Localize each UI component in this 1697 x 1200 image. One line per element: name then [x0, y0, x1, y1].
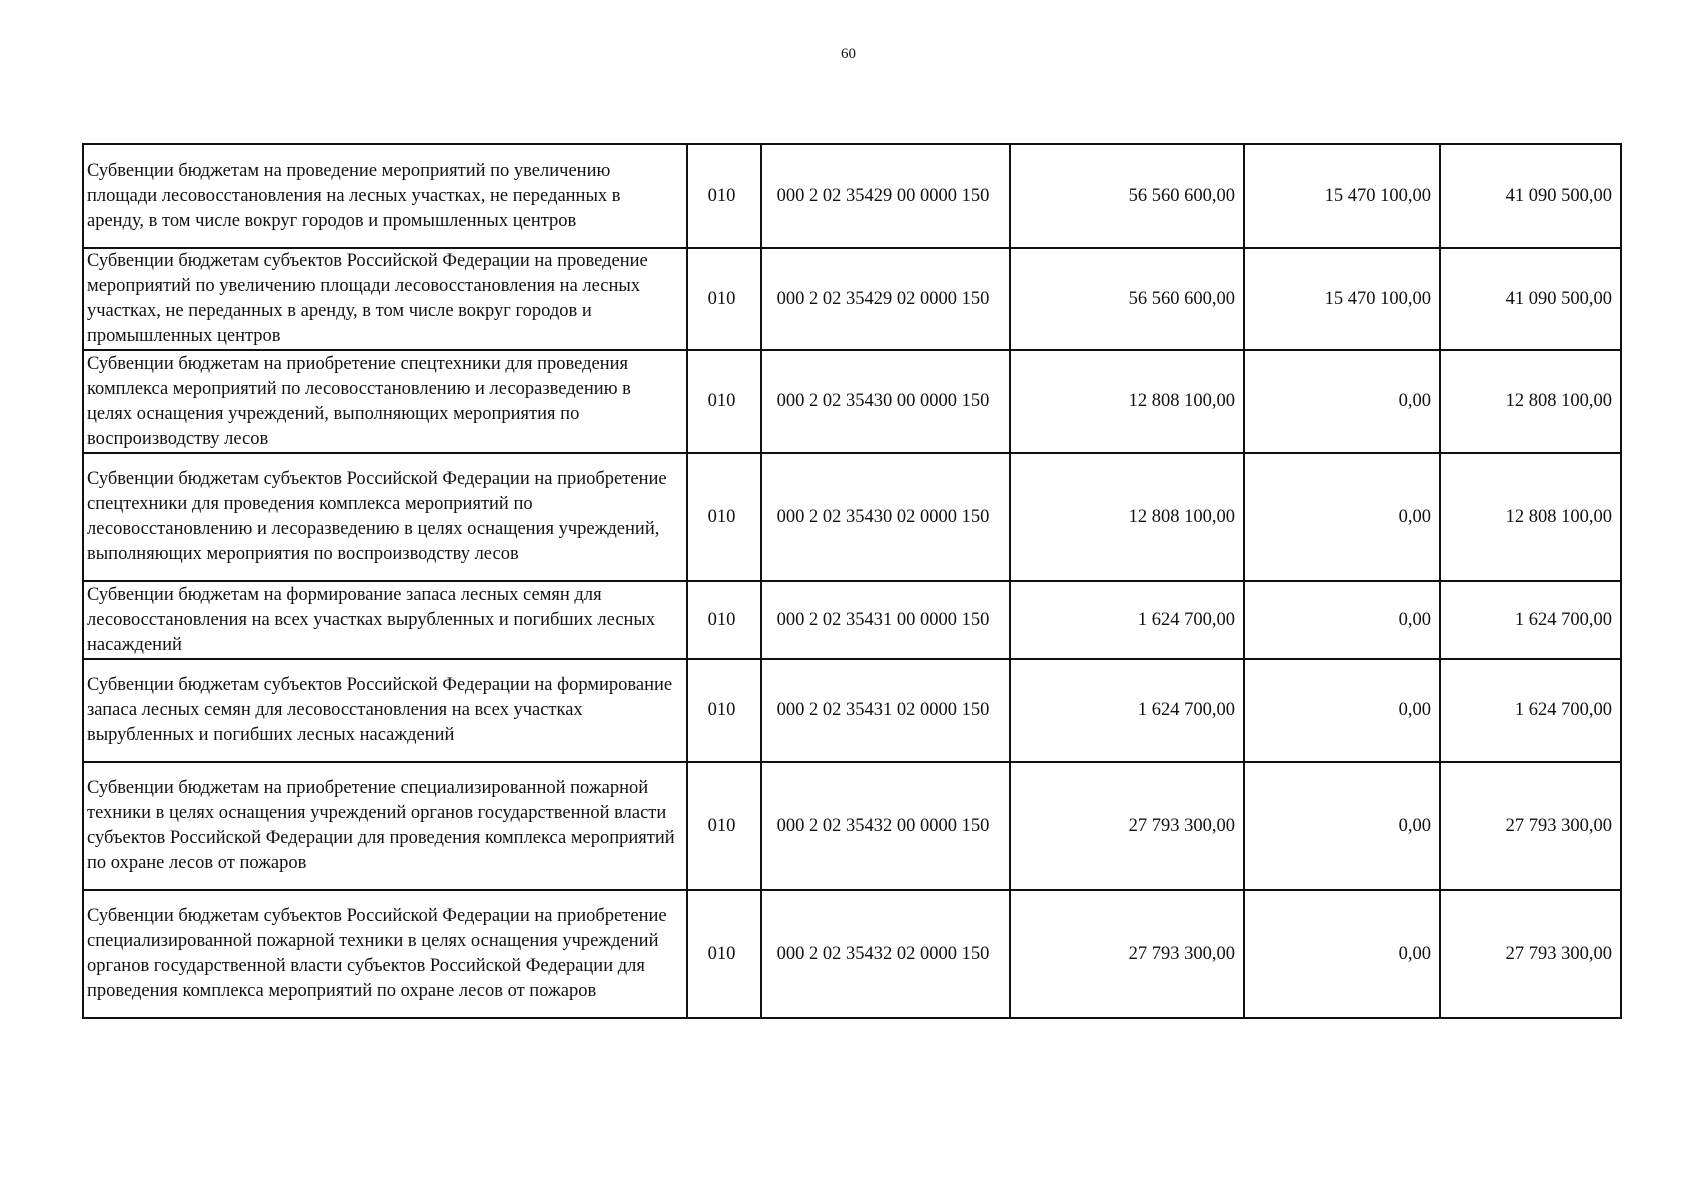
- amount-col-a-cell: 15 470 100,00: [1244, 248, 1440, 350]
- amount-col-b-cell: 41 090 500,00: [1440, 248, 1621, 350]
- revenue-name-cell: Субвенции бюджетам на проведение мероприятий по увеличению площади лесовосстановления на лесных участках, не переданных в аренду, в том числе вокруг городов и промышленных центров: [83, 144, 687, 248]
- page-number: 60: [841, 46, 856, 62]
- budget-code-cell: 000 2 02 35429 02 0000 150: [761, 248, 1010, 350]
- amount-col-a-cell: 0,00: [1244, 581, 1440, 659]
- revenue-name-cell: Субвенции бюджетам субъектов Российской Федерации на проведение мероприятий по увеличению площади лесовосстановления на лесных участках, не переданных в аренду, в том числе вокруг городов и промышленных центров: [83, 248, 687, 350]
- amount-col-b-cell: 27 793 300,00: [1440, 762, 1621, 890]
- admin-code-cell: 010: [687, 144, 761, 248]
- admin-code-cell: 010: [687, 890, 761, 1018]
- amount-total-cell: 12 808 100,00: [1010, 350, 1244, 453]
- amount-total-cell: 12 808 100,00: [1010, 453, 1244, 581]
- amount-col-a-cell: 0,00: [1244, 350, 1440, 453]
- admin-code-cell: 010: [687, 350, 761, 453]
- amount-col-a-cell: 0,00: [1244, 890, 1440, 1018]
- table-row: [83, 762, 1621, 890]
- table-row: [83, 659, 1621, 762]
- amount-total-cell: 27 793 300,00: [1010, 890, 1244, 1018]
- revenue-name-cell: Субвенции бюджетам субъектов Российской Федерации на формирование запаса лесных семян для лесовосстановления на всех участках вырубленных и погибших лесных насаждений: [83, 659, 687, 762]
- budget-code-cell: 000 2 02 35432 00 0000 150: [761, 762, 1010, 890]
- budget-code-cell: 000 2 02 35430 00 0000 150: [761, 350, 1010, 453]
- amount-total-cell: 27 793 300,00: [1010, 762, 1244, 890]
- amount-col-b-cell: 12 808 100,00: [1440, 350, 1621, 453]
- revenue-name-cell: Субвенции бюджетам на формирование запаса лесных семян для лесовосстановления на всех участках вырубленных и погибших лесных насаждений: [83, 581, 687, 659]
- budget-code-cell: 000 2 02 35431 00 0000 150: [761, 581, 1010, 659]
- amount-col-a-cell: 15 470 100,00: [1244, 144, 1440, 248]
- table-row: [83, 581, 1621, 659]
- revenue-name-cell: Субвенции бюджетам субъектов Российской Федерации на приобретение специализированной пожарной техники в целях оснащения учреждений органов государственной власти субъектов Российской Федерации для проведения комплекса мероприятий по охране лесов от пожаров: [83, 890, 687, 1018]
- amount-total-cell: 1 624 700,00: [1010, 659, 1244, 762]
- budget-code-cell: 000 2 02 35431 02 0000 150: [761, 659, 1010, 762]
- amount-col-b-cell: 12 808 100,00: [1440, 453, 1621, 581]
- amount-total-cell: 1 624 700,00: [1010, 581, 1244, 659]
- amount-col-a-cell: 0,00: [1244, 659, 1440, 762]
- table-row: [83, 453, 1621, 581]
- admin-code-cell: 010: [687, 581, 761, 659]
- amount-col-a-cell: 0,00: [1244, 762, 1440, 890]
- amount-total-cell: 56 560 600,00: [1010, 144, 1244, 248]
- budget-code-cell: 000 2 02 35429 00 0000 150: [761, 144, 1010, 248]
- amount-total-cell: 56 560 600,00: [1010, 248, 1244, 350]
- admin-code-cell: 010: [687, 659, 761, 762]
- amount-col-a-cell: 0,00: [1244, 453, 1440, 581]
- revenue-name-cell: Субвенции бюджетам на приобретение специализированной пожарной техники в целях оснащения учреждений органов государственной власти субъектов Российской Федерации для проведения комплекса мероприятий по охране лесов от пожаров: [83, 762, 687, 890]
- admin-code-cell: 010: [687, 248, 761, 350]
- revenue-name-cell: Субвенции бюджетам субъектов Российской Федерации на приобретение спецтехники для проведения комплекса мероприятий по лесовосстановлению и лесоразведению в целях оснащения учреждений, выполняющих мероприятия по воспроизводству лесов: [83, 453, 687, 581]
- budget-code-cell: 000 2 02 35430 02 0000 150: [761, 453, 1010, 581]
- admin-code-cell: 010: [687, 762, 761, 890]
- table-row: [83, 350, 1621, 453]
- revenue-name-cell: Субвенции бюджетам на приобретение спецтехники для проведения комплекса мероприятий по лесовосстановлению и лесоразведению в целях оснащения учреждений, выполняющих мероприятия по воспроизводству лесов: [83, 350, 687, 453]
- amount-col-b-cell: 27 793 300,00: [1440, 890, 1621, 1018]
- table-row: [83, 890, 1621, 1018]
- budget-code-cell: 000 2 02 35432 02 0000 150: [761, 890, 1010, 1018]
- admin-code-cell: 010: [687, 453, 761, 581]
- budget-table: [82, 143, 1622, 1019]
- amount-col-b-cell: 1 624 700,00: [1440, 659, 1621, 762]
- amount-col-b-cell: 1 624 700,00: [1440, 581, 1621, 659]
- table-row: [83, 248, 1621, 350]
- table-row: [83, 144, 1621, 248]
- amount-col-b-cell: 41 090 500,00: [1440, 144, 1621, 248]
